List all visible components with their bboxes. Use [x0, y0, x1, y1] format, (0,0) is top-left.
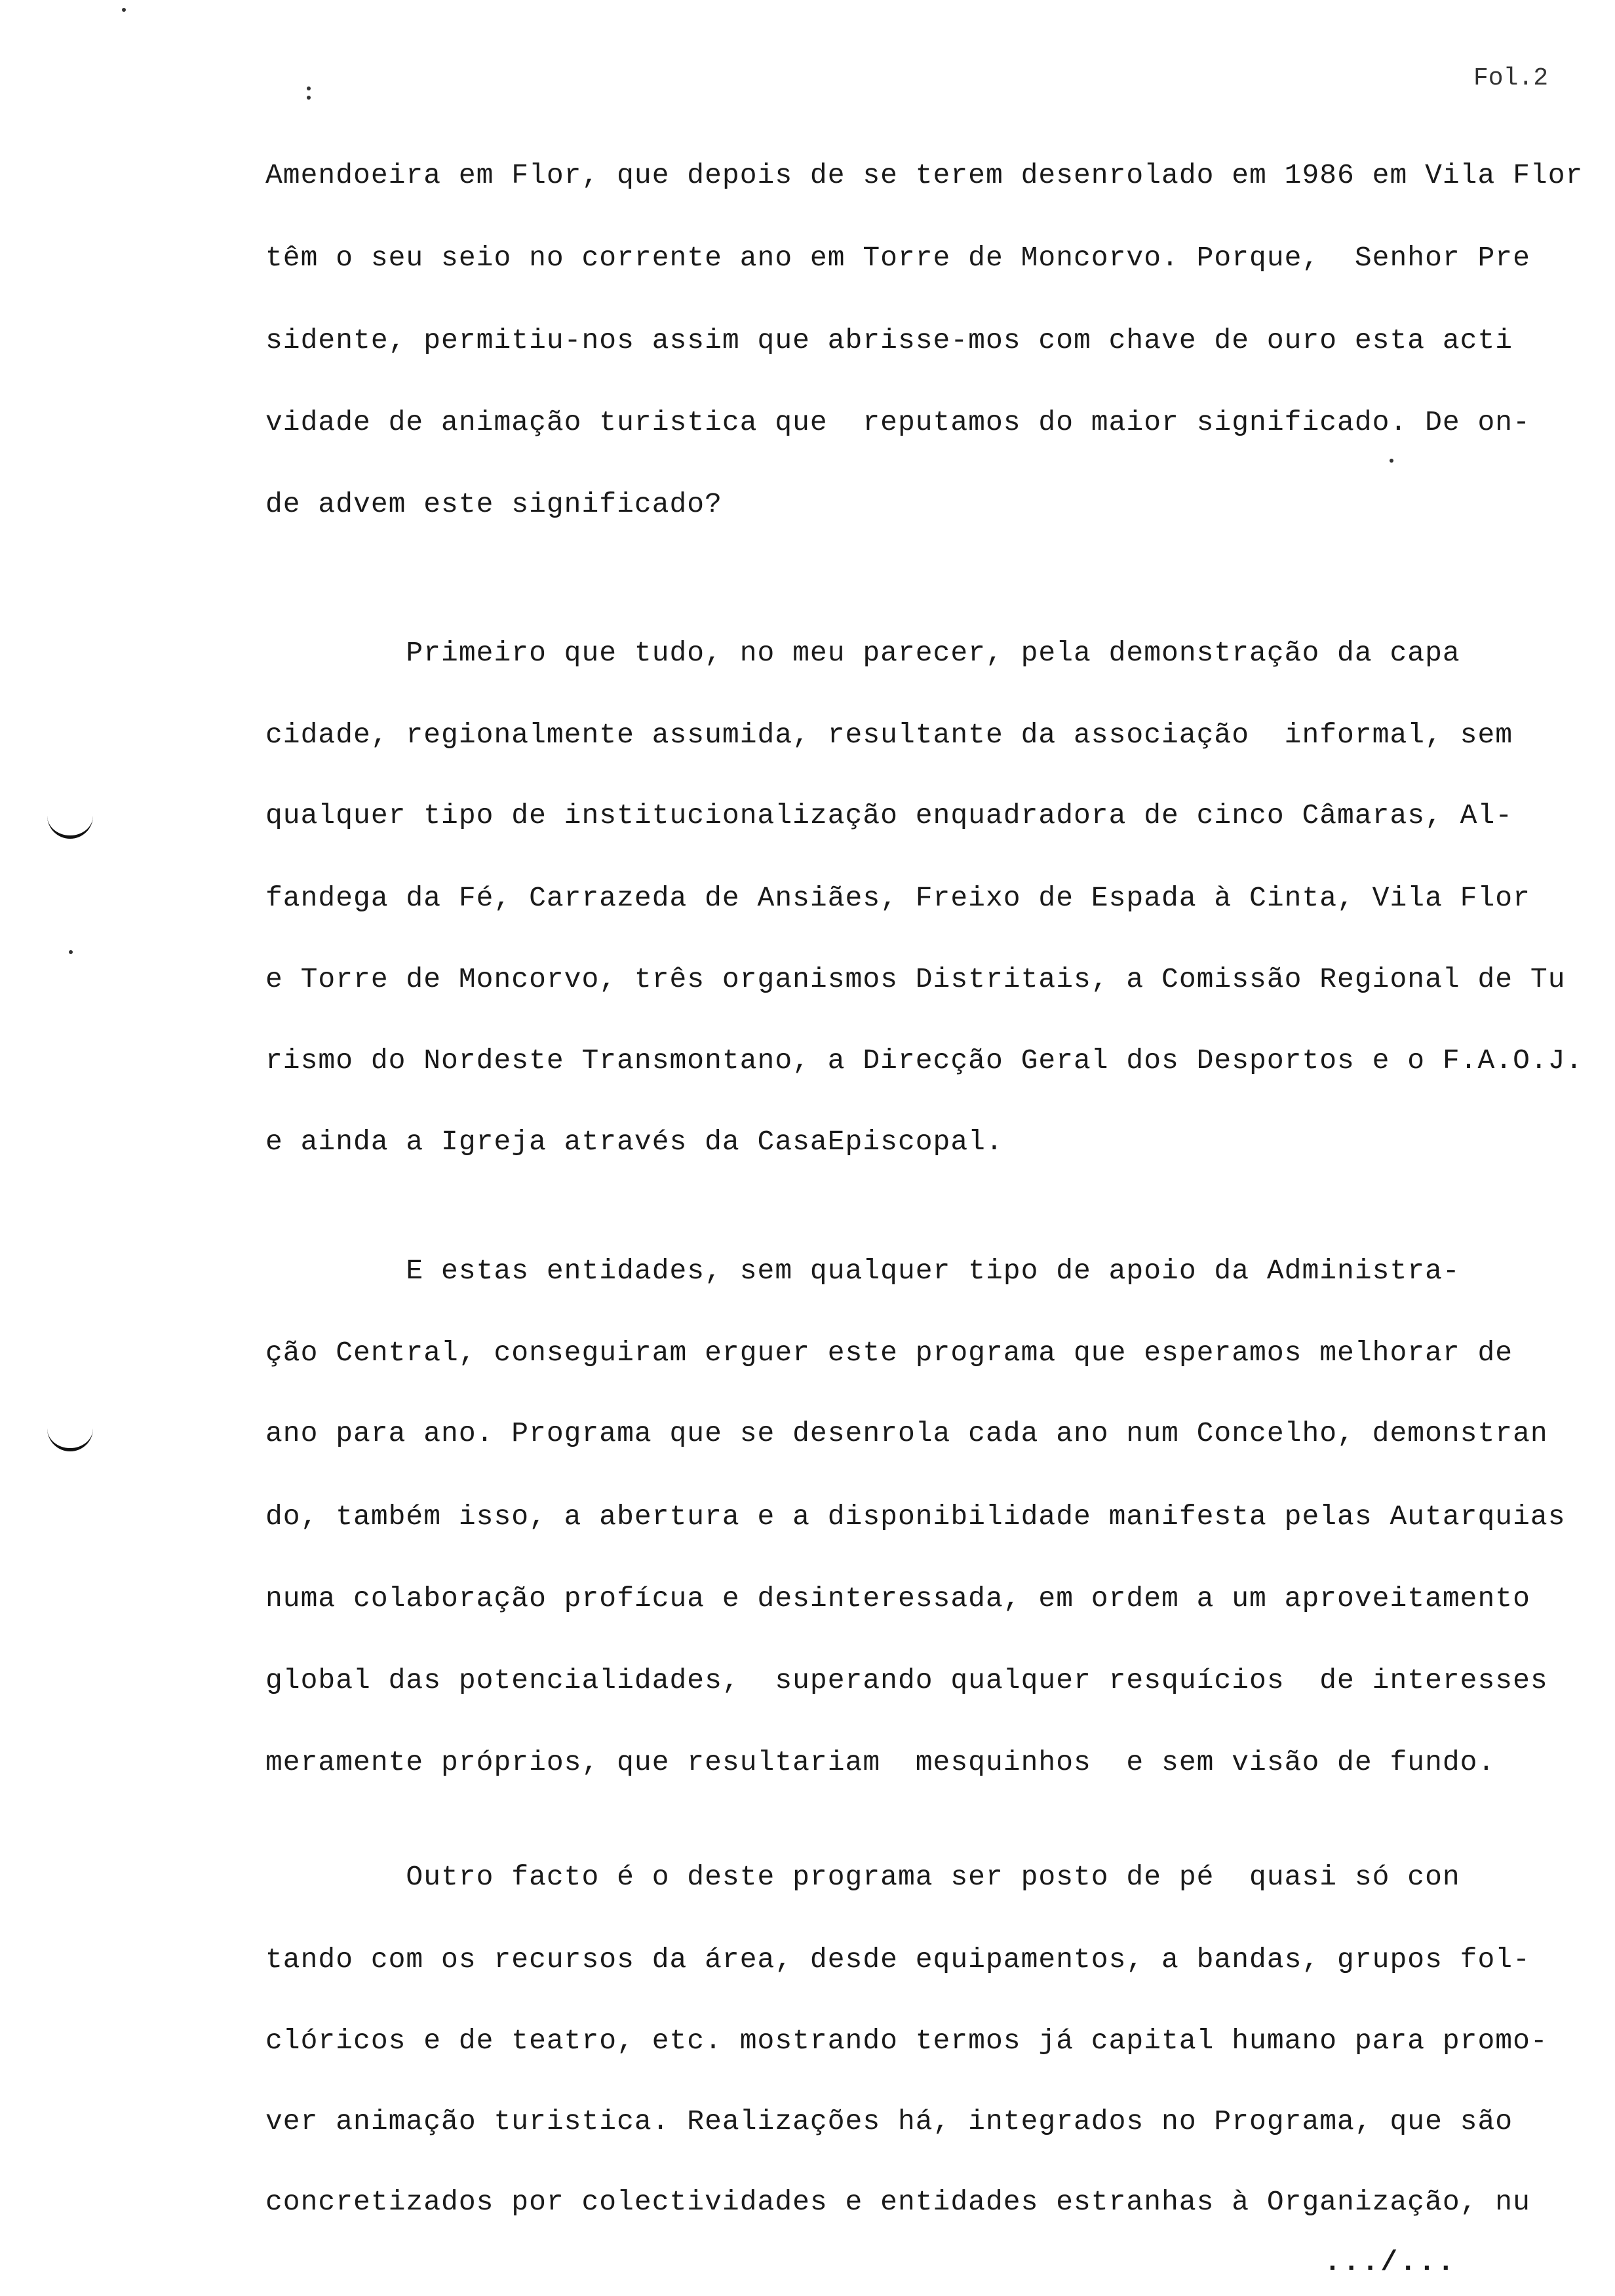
text-line: e Torre de Moncorvo, três organismos Distritais, a Comissão Regional de Tu: [265, 963, 1566, 995]
text-line: concretizados por colectividades e entidades estranhas à Organização, nu: [265, 2186, 1530, 2218]
text-line: clóricos e de teatro, etc. mostrando termos já capital humano para promo-: [265, 2025, 1548, 2057]
scan-speck: [122, 8, 126, 12]
text-line: fandega da Fé, Carrazeda de Ansiães, Freixo de Espada à Cinta, Vila Flor: [265, 882, 1530, 914]
text-line: Outro facto é o deste programa ser posto de pé quasi só con: [265, 1861, 1460, 1893]
text-line: e ainda a Igreja através da CasaEpiscopal.: [265, 1126, 1003, 1158]
text-line: Primeiro que tudo, no meu parecer, pela demonstração da capa: [265, 637, 1460, 669]
text-line: numa colaboração profícua e desinteressada, em ordem a um aproveitamento: [265, 1582, 1530, 1615]
scan-speck: [307, 86, 311, 90]
text-line: ver animação turistica. Realizações há, integrados no Programa, que são: [265, 2105, 1513, 2137]
scan-speck: [69, 950, 73, 954]
scan-speck: [307, 96, 311, 100]
binding-mark: [47, 1428, 93, 1451]
continuation-mark: .../...: [1324, 2246, 1456, 2278]
page-number: Fol.2: [1473, 64, 1549, 92]
text-line: meramente próprios, que resultariam mesquinhos e sem visão de fundo.: [265, 1746, 1496, 1778]
text-line: E estas entidades, sem qualquer tipo de apoio da Administra-: [265, 1255, 1460, 1287]
text-line: ano para ano. Programa que se desenrola cada ano num Concelho, demonstran: [265, 1417, 1548, 1449]
text-line: rismo do Nordeste Transmontano, a Direcção Geral dos Desportos e o F.A.O.J.: [265, 1044, 1584, 1077]
text-line: sidente, permitiu-nos assim que abrisse-mos com chave de ouro esta acti: [265, 324, 1513, 356]
text-line: Amendoeira em Flor, que depois de se terem desenrolado em 1986 em Vila Flor: [265, 159, 1584, 191]
text-line: tando com os recursos da área, desde equipamentos, a bandas, grupos fol-: [265, 1943, 1530, 1976]
scan-speck: [1390, 459, 1393, 463]
text-line: têm o seu seio no corrente ano em Torre de Moncorvo. Porque, Senhor Pre: [265, 242, 1530, 274]
binding-mark: [47, 816, 93, 839]
text-line: de advem este significado?: [265, 488, 722, 520]
text-line: cidade, regionalmente assumida, resultante da associação informal, sem: [265, 719, 1513, 751]
text-line: qualquer tipo de institucionalização enquadradora de cinco Câmaras, Al-: [265, 799, 1513, 832]
text-line: ção Central, conseguiram erguer este programa que esperamos melhorar de: [265, 1337, 1513, 1369]
text-line: do, também isso, a abertura e a disponibilidade manifesta pelas Autarquias: [265, 1501, 1566, 1533]
text-line: global das potencialidades, superando qualquer resquícios de interesses: [265, 1664, 1548, 1696]
text-line: vidade de animação turistica que reputamos do maior significado. De on-: [265, 406, 1530, 438]
